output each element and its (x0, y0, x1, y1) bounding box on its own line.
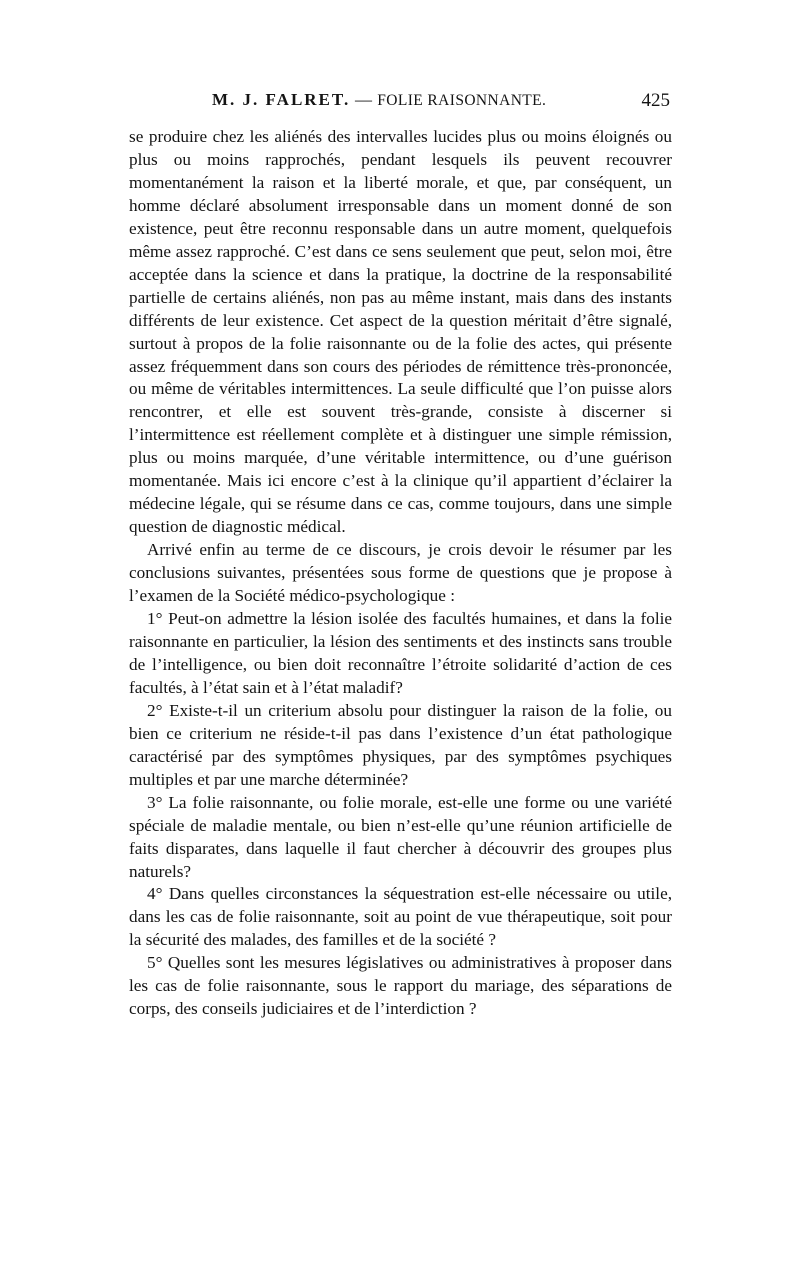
paragraph-continuation: se produire chez les aliénés des intervalles lucides plus ou moins éloignés ou plus ou moins rapprochés, pendant lesquels ils peuvent recouvrer momentanément la raison et la liberté morale, et que, par conséquent, un homme déclaré absolument irresponsable dans un moment donné de son existence, peut être reconnu responsable dans un autre moment, quelquefois même assez rapproché. C’est dans ce sens seulement que peut, selon moi, être acceptée dans la science et dans la pratique, la doctrine de la responsabilité partielle de certains aliénés, non pas au même instant, mais dans des instants différents de leur existence. Cet aspect de la question méritait d’être signalé, surtout à propos de la folie raisonnante ou de la folie des actes, qui présente assez fréquemment dans son cours des périodes de rémittence très-prononcée, ou même de véritables intermittences. La seule difficulté que l’on puisse alors rencontrer, et elle est souvent très-grande, consiste à discerner si l’intermittence est réellement complète et à distinguer une simple rémission, plus ou moins marquée, d’une véritable intermittence, ou d’une guérison momentanée. Mais ici encore c’est à la clinique qu’il appartient d’éclairer la médecine légale, qui se résume dans ce cas, comme toujours, dans une simple question de diagnostic médical. (129, 127, 672, 537)
header-dash: — (354, 90, 373, 109)
page-number: 425 (641, 90, 670, 111)
question-2: 2° Existe-t-il un criterium absolu pour distinguer la raison de la folie, ou bien ce criterium ne réside-t-il pas dans l’existence d’un état pathologique caractérisé par des symptômes physiques, par des symptômes psychiques multiples et par une marche déterminée? (129, 700, 672, 789)
author-name: M. J. FALRET. (212, 90, 351, 109)
running-head (130, 90, 670, 120)
question-4: 4° Dans quelles circonstances la séquestration est-elle nécessaire ou utile, dans les cas de folie raisonnante, soit au point de vue thérapeutique, soit pour la sécurité des malades, des familles et de la société ? (129, 884, 672, 950)
subject-title: FOLIE RAISONNANTE. (377, 92, 547, 109)
question-5: 5° Quelles sont les mesures législatives ou administratives à proposer dans les cas de folie raisonnante, sous le rapport du mariage, des séparations de corps, des conseils judiciaires et de l’interdiction ? (129, 953, 672, 1019)
paragraph-conclusion-intro: Arrivé enfin au terme de ce discours, je crois devoir le résumer par les conclusions suivantes, présentées sous forme de questions que je propose à l’examen de la Société médico-psychologique : (129, 540, 672, 606)
running-title (212, 90, 546, 110)
question-1: 1° Peut-on admettre la lésion isolée des facultés humaines, et dans la folie raisonnante en particulier, la lésion des sentiments et des instincts sans trouble de l’intelligence, ou bien doit reconnaître l’étroite solidarité d’action de ces facultés, à l’état sain et à l’état maladif? (129, 609, 672, 697)
body-text (129, 126, 672, 1021)
question-3: 3° La folie raisonnante, ou folie morale, est-elle une forme ou une variété spéciale de maladie mentale, ou bien n’est-elle qu’une réunion artificielle de faits disparates, dans laquelle il faut chercher à découvrir des groupes plus naturels? (129, 792, 672, 881)
